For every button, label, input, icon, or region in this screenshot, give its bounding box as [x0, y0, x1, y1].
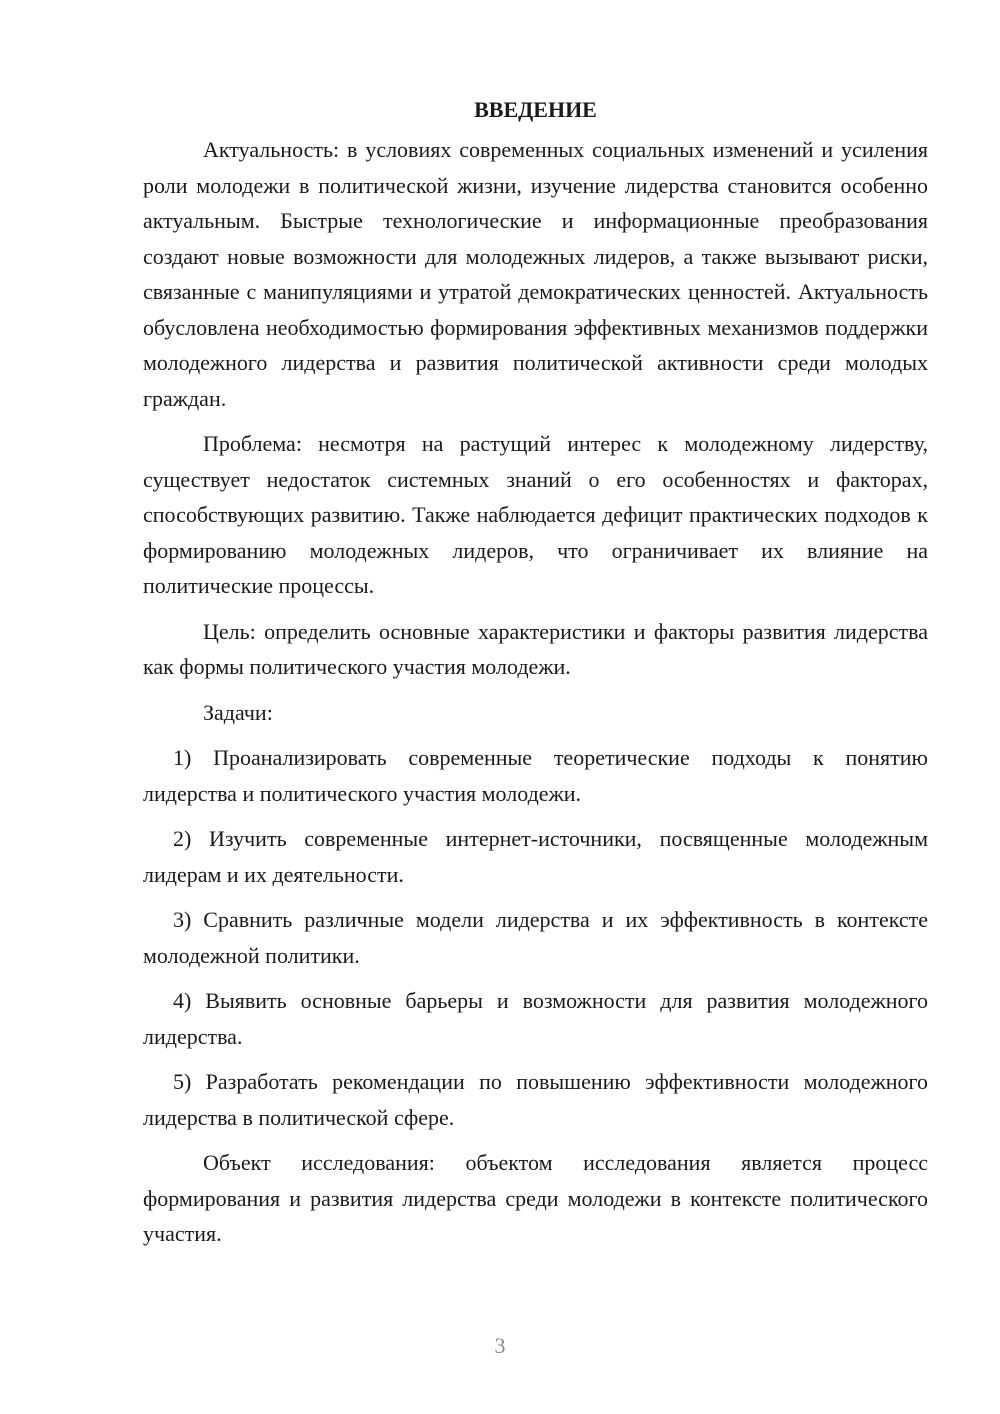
task-item: 2) Изучить современные интернет-источники, посвященные молодежным лидерам и их деятельности.: [143, 826, 928, 887]
object-paragraph: Объект исследования: объектом исследования является процесс формирования и развития лидерства среди молодежи в контексте политического участия.: [143, 1150, 928, 1246]
relevance-paragraph: Актуальность: в условиях современных социальных изменений и усиления роли молодежи в политической жизни, изучение лидерства становится особенно актуальным. Быстрые технологические и информационные преобразования создают новые возможности для молодежных лидеров, а также вызывают риски, связанные с манипуляциями и утратой демократических ценностей. Актуальность обусловлена необходимостью формирования эффективных механизмов поддержки молодежного лидерства и развития политической активности среди молодых граждан.: [143, 137, 928, 411]
goal-paragraph: Цель: определить основные характеристики и факторы развития лидерства как формы политического участия молодежи.: [143, 618, 928, 679]
document-page: [143, 92, 928, 1262]
section-heading: ВВЕДЕНИЕ: [474, 97, 597, 122]
task-item: 3) Сравнить различные модели лидерства и их эффективность в контексте молодежной политики.: [143, 907, 928, 968]
tasks-label: Задачи:: [203, 699, 273, 725]
task-item: 1) Проанализировать современные теоретические подходы к понятию лидерства и политического участия молодежи.: [143, 745, 928, 806]
problem-paragraph: Проблема: несмотря на растущий интерес к молодежному лидерству, существует недостаток системных знаний о его особенностях и факторах, способствующих развитию. Также наблюдается дефицит практических подходов к формированию молодежных лидеров, что ограничивает их влияние на политические процессы.: [143, 431, 928, 598]
task-item: 5) Разработать рекомендации по повышению эффективности молодежного лидерства в политической сфере.: [143, 1069, 928, 1130]
task-item: 4) Выявить основные барьеры и возможности для развития молодежного лидерства.: [143, 988, 928, 1049]
page-number: 3: [494, 1333, 506, 1358]
